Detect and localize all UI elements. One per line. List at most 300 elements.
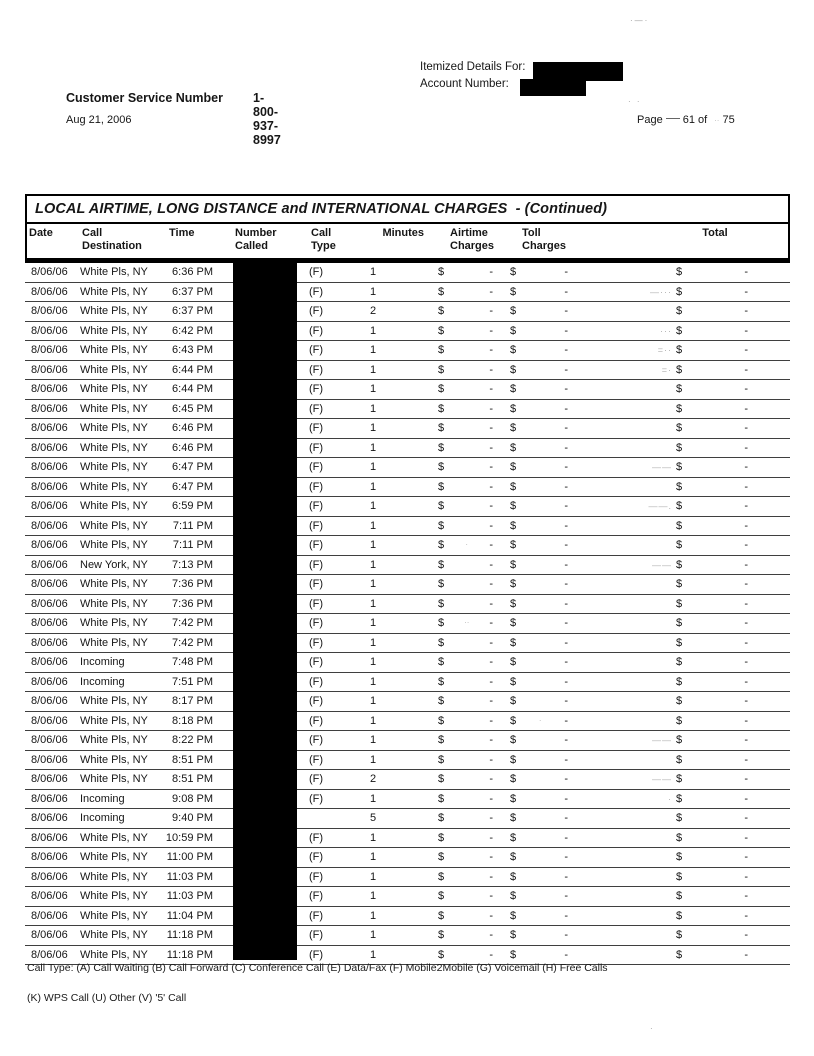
page-word: Page bbox=[637, 114, 663, 126]
table-row bbox=[25, 673, 790, 693]
cell-call-type: (F) bbox=[309, 617, 324, 630]
account-number-label: Account Number: bbox=[420, 78, 509, 90]
cell-date: 8/06/06 bbox=[31, 383, 68, 396]
cell-date: 8/06/06 bbox=[31, 714, 68, 727]
cell-airtime-charges: $ - bbox=[438, 324, 493, 337]
scan-artifact: · · bbox=[628, 97, 642, 106]
cell-date: 8/06/06 bbox=[31, 305, 68, 318]
cell-airtime-charges: $ - bbox=[438, 636, 493, 649]
cell-date: 8/06/06 bbox=[31, 558, 68, 571]
scan-artifact bbox=[570, 419, 676, 437]
table-row bbox=[25, 692, 790, 712]
cell-time: 6:44 PM bbox=[172, 383, 213, 396]
cell-airtime-charges: $ - bbox=[438, 480, 493, 493]
cell-call-type: (F) bbox=[309, 402, 324, 415]
table-row bbox=[25, 595, 790, 615]
cell-toll-charges: $ - bbox=[510, 305, 568, 318]
cell-call-type: (F) bbox=[309, 500, 324, 513]
cell-minutes: 1 bbox=[369, 539, 377, 552]
cell-call-destination: White Pls, NY bbox=[80, 714, 148, 727]
scan-artifact bbox=[570, 614, 676, 632]
cell-minutes: 1 bbox=[369, 402, 377, 415]
cell-time: 6:47 PM bbox=[172, 480, 213, 493]
cell-call-destination: White Pls, NY bbox=[80, 909, 148, 922]
cell-toll-charges: $ - bbox=[510, 734, 568, 747]
cell-total: $ - bbox=[676, 695, 748, 708]
cell-total: $ - bbox=[676, 812, 748, 825]
column-header-date: Date bbox=[29, 227, 53, 239]
table-row bbox=[25, 536, 790, 556]
table-row bbox=[25, 439, 790, 459]
cell-total: $ - bbox=[676, 792, 748, 805]
cell-minutes: 1 bbox=[369, 422, 377, 435]
cell-minutes: 1 bbox=[369, 851, 377, 864]
scan-artifact bbox=[570, 868, 676, 886]
cell-minutes: 1 bbox=[369, 519, 377, 532]
cell-minutes: 1 bbox=[369, 714, 377, 727]
scan-artifact: ·· bbox=[464, 618, 470, 628]
cell-call-destination: White Pls, NY bbox=[80, 597, 148, 610]
cell-airtime-charges: $ · - bbox=[438, 536, 495, 554]
cell-airtime-charges: $ - bbox=[438, 812, 493, 825]
table-row bbox=[25, 751, 790, 771]
cell-airtime-charges: $ - bbox=[438, 578, 493, 591]
cell-toll-charges: $ - bbox=[510, 402, 568, 415]
table-row bbox=[25, 731, 790, 751]
statement-date: Aug 21, 2006 bbox=[66, 114, 132, 126]
cell-call-destination: White Pls, NY bbox=[80, 305, 148, 318]
cell-call-type: (F) bbox=[309, 285, 324, 298]
cell-airtime-charges: $ - bbox=[438, 344, 493, 357]
cell-time: 6:59 PM bbox=[172, 500, 213, 513]
cell-toll-charges: $ - bbox=[510, 656, 568, 669]
column-header-call-type: Call Type bbox=[311, 227, 336, 252]
cell-minutes: 1 bbox=[369, 792, 377, 805]
cell-total: $ - bbox=[676, 656, 748, 669]
cell-call-type: (F) bbox=[309, 363, 324, 376]
cell-call-destination: Incoming bbox=[80, 656, 125, 669]
cell-date: 8/06/06 bbox=[31, 675, 68, 688]
cell-minutes: 1 bbox=[369, 500, 377, 513]
cell-date: 8/06/06 bbox=[31, 344, 68, 357]
cell-call-destination: Incoming bbox=[80, 792, 125, 805]
cell-date: 8/06/06 bbox=[31, 363, 68, 376]
scan-artifact: ··· bbox=[660, 325, 672, 336]
cell-call-type: (F) bbox=[309, 383, 324, 396]
cell-call-type: (F) bbox=[309, 851, 324, 864]
cell-minutes: 1 bbox=[369, 617, 377, 630]
cell-time: 11:18 PM bbox=[166, 929, 213, 942]
cell-minutes: 1 bbox=[369, 363, 377, 376]
cell-total: $ - bbox=[676, 870, 748, 883]
cell-total: $ - bbox=[676, 636, 748, 649]
cell-total: $ - bbox=[676, 344, 748, 357]
cell-call-type: (F) bbox=[309, 831, 324, 844]
column-header-call-destination: Call Destination bbox=[82, 227, 142, 252]
cell-airtime-charges: $ - bbox=[438, 929, 493, 942]
scan-artifact bbox=[570, 595, 676, 613]
cell-call-type: (F) bbox=[309, 461, 324, 474]
cell-toll-charges: $ - bbox=[510, 344, 568, 357]
cell-call-destination: White Pls, NY bbox=[80, 753, 148, 766]
cell-call-type: (F) bbox=[309, 773, 324, 786]
cell-total: $ - bbox=[676, 558, 748, 571]
table-row bbox=[25, 614, 790, 634]
cell-time: 7:42 PM bbox=[172, 617, 213, 630]
cell-call-type: (F) bbox=[309, 890, 324, 903]
cell-airtime-charges: $ - bbox=[438, 890, 493, 903]
cell-toll-charges: $ - bbox=[510, 851, 568, 864]
table-row bbox=[25, 575, 790, 595]
table-row bbox=[25, 419, 790, 439]
table-row bbox=[25, 770, 790, 790]
table-row bbox=[25, 556, 790, 576]
cell-date: 8/06/06 bbox=[31, 441, 68, 454]
cell-total: $ - bbox=[676, 441, 748, 454]
page-of: of bbox=[697, 114, 708, 126]
cell-toll-charges: $ - bbox=[510, 324, 568, 337]
cell-airtime-charges: $ - bbox=[438, 519, 493, 532]
cell-airtime-charges: $ - bbox=[438, 870, 493, 883]
cell-minutes: 1 bbox=[369, 909, 377, 922]
cell-time: 6:47 PM bbox=[172, 461, 213, 474]
cell-date: 8/06/06 bbox=[31, 870, 68, 883]
table-row bbox=[25, 653, 790, 673]
cell-total: $ - bbox=[676, 909, 748, 922]
cell-time: 10:59 PM bbox=[165, 831, 213, 844]
cell-toll-charges: $ - bbox=[510, 929, 568, 942]
cell-airtime-charges: $ - bbox=[438, 266, 493, 279]
cell-airtime-charges: $ ·· - bbox=[438, 614, 495, 632]
cell-toll-charges: $ - bbox=[510, 617, 568, 630]
cell-airtime-charges: $ - bbox=[438, 948, 493, 961]
table-row bbox=[25, 322, 790, 342]
cell-total: $ - bbox=[676, 305, 748, 318]
cell-time: 7:51 PM bbox=[172, 675, 213, 688]
table-row bbox=[25, 887, 790, 907]
table-row bbox=[25, 283, 790, 303]
cell-call-type: (F) bbox=[309, 578, 324, 591]
cell-minutes: 1 bbox=[369, 753, 377, 766]
column-header-total: Total bbox=[702, 227, 728, 239]
table-row bbox=[25, 790, 790, 810]
scan-artifact bbox=[570, 809, 676, 827]
cell-time: 8:51 PM bbox=[172, 753, 213, 766]
cell-call-destination: White Pls, NY bbox=[80, 266, 148, 279]
cell-date: 8/06/06 bbox=[31, 617, 68, 630]
cell-date: 8/06/06 bbox=[31, 831, 68, 844]
charges-table bbox=[25, 194, 790, 965]
table-title: LOCAL AIRTIME, LONG DISTANCE and INTERNATIONAL CHARGES - (Continued) bbox=[27, 196, 788, 224]
cell-minutes: 1 bbox=[369, 266, 377, 279]
cell-toll-charges: $ - bbox=[510, 285, 568, 298]
cell-toll-charges: $ - bbox=[510, 675, 568, 688]
cell-time: 6:46 PM bbox=[172, 441, 213, 454]
cell-minutes: 1 bbox=[369, 831, 377, 844]
cell-call-type: (F) bbox=[309, 305, 324, 318]
cell-total: $ - bbox=[676, 480, 748, 493]
cell-call-destination: White Pls, NY bbox=[80, 402, 148, 415]
scan-artifact bbox=[570, 829, 676, 847]
cell-time: 6:37 PM bbox=[172, 305, 213, 318]
cell-call-type: (F) bbox=[309, 929, 324, 942]
cell-toll-charges: $ - bbox=[510, 597, 568, 610]
cell-date: 8/06/06 bbox=[31, 402, 68, 415]
cell-toll-charges: $ - bbox=[510, 539, 568, 552]
table-row bbox=[25, 380, 790, 400]
cell-call-destination: White Pls, NY bbox=[80, 441, 148, 454]
cell-date: 8/06/06 bbox=[31, 851, 68, 864]
cell-time: 7:11 PM bbox=[172, 539, 213, 552]
cell-call-destination: White Pls, NY bbox=[80, 539, 148, 552]
scan-artifact bbox=[570, 751, 676, 769]
cell-total: $ - bbox=[676, 948, 748, 961]
cell-time: 11:18 PM bbox=[166, 948, 213, 961]
cell-toll-charges: $ - bbox=[510, 441, 568, 454]
cell-call-destination: New York, NY bbox=[80, 558, 148, 571]
cell-minutes: 1 bbox=[369, 870, 377, 883]
cell-total: $ - bbox=[676, 734, 748, 747]
cell-call-type: (F) bbox=[309, 909, 324, 922]
table-row bbox=[25, 848, 790, 868]
page-indicator bbox=[637, 114, 738, 126]
cell-call-type: (F) bbox=[309, 344, 324, 357]
table-header-row bbox=[27, 224, 788, 261]
cell-time: 7:48 PM bbox=[172, 656, 213, 669]
cell-minutes: 1 bbox=[369, 656, 377, 669]
itemized-details-label: Itemized Details For: bbox=[420, 61, 526, 73]
cell-date: 8/06/06 bbox=[31, 948, 68, 961]
column-header-airtime-charges: Airtime Charges bbox=[450, 227, 495, 252]
cell-time: 7:13 PM bbox=[172, 558, 213, 571]
cell-airtime-charges: $ - bbox=[438, 714, 493, 727]
cell-date: 8/06/06 bbox=[31, 597, 68, 610]
cell-total: $ - bbox=[676, 422, 748, 435]
column-header-minutes: Minutes bbox=[382, 227, 424, 239]
cell-call-destination: White Pls, NY bbox=[80, 636, 148, 649]
cell-toll-charges: $ - bbox=[510, 578, 568, 591]
cell-date: 8/06/06 bbox=[31, 929, 68, 942]
cell-toll-charges: $ · - bbox=[510, 712, 570, 730]
cell-total: $ - bbox=[676, 773, 748, 786]
cell-date: 8/06/06 bbox=[31, 266, 68, 279]
table-body bbox=[25, 263, 790, 965]
cell-minutes: 1 bbox=[369, 441, 377, 454]
cell-minutes: 1 bbox=[369, 344, 377, 357]
cell-minutes: 1 bbox=[369, 948, 377, 961]
cell-minutes: 1 bbox=[369, 324, 377, 337]
scan-artifact: =· bbox=[661, 364, 672, 375]
cell-date: 8/06/06 bbox=[31, 636, 68, 649]
cell-airtime-charges: $ - bbox=[438, 461, 493, 474]
cell-toll-charges: $ - bbox=[510, 558, 568, 571]
cell-time: 6:45 PM bbox=[172, 402, 213, 415]
cell-time: 7:42 PM bbox=[172, 636, 213, 649]
cell-airtime-charges: $ - bbox=[438, 753, 493, 766]
cell-call-destination: White Pls, NY bbox=[80, 870, 148, 883]
cell-call-destination: White Pls, NY bbox=[80, 363, 148, 376]
scan-artifact bbox=[570, 263, 676, 281]
cell-airtime-charges: $ - bbox=[438, 500, 493, 513]
cell-date: 8/06/06 bbox=[31, 285, 68, 298]
cell-total: $ - bbox=[676, 402, 748, 415]
cell-toll-charges: $ - bbox=[510, 890, 568, 903]
cell-date: 8/06/06 bbox=[31, 792, 68, 805]
cell-minutes: 1 bbox=[369, 461, 377, 474]
cell-minutes: 1 bbox=[369, 597, 377, 610]
scan-artifact bbox=[570, 380, 676, 398]
scan-artifact bbox=[570, 848, 676, 866]
cell-call-destination: White Pls, NY bbox=[80, 324, 148, 337]
column-header-toll-charges: Toll Charges bbox=[522, 227, 567, 252]
cell-airtime-charges: $ - bbox=[438, 792, 493, 805]
cell-call-destination: White Pls, NY bbox=[80, 383, 148, 396]
cell-airtime-charges: $ - bbox=[438, 383, 493, 396]
cell-total: $ - bbox=[676, 285, 748, 298]
cell-total: $ - bbox=[676, 890, 748, 903]
cell-call-type: (F) bbox=[309, 636, 324, 649]
table-row bbox=[25, 809, 790, 829]
cell-toll-charges: $ - bbox=[510, 948, 568, 961]
cell-call-destination: White Pls, NY bbox=[80, 422, 148, 435]
cell-call-destination: Incoming bbox=[80, 812, 125, 825]
cell-call-destination: White Pls, NY bbox=[80, 461, 148, 474]
scan-artifact bbox=[570, 478, 676, 496]
scan-artifact: · bbox=[650, 1024, 655, 1033]
cell-airtime-charges: $ - bbox=[438, 773, 493, 786]
cell-call-destination: White Pls, NY bbox=[80, 500, 148, 513]
cell-call-type: (F) bbox=[309, 870, 324, 883]
cell-total: $ - bbox=[676, 363, 748, 376]
cell-airtime-charges: $ - bbox=[438, 597, 493, 610]
cell-toll-charges: $ - bbox=[510, 500, 568, 513]
page-total: 75 bbox=[722, 114, 735, 126]
cell-time: 11:03 PM bbox=[166, 890, 213, 903]
cell-total: $ - bbox=[676, 578, 748, 591]
cell-total: $ - bbox=[676, 617, 748, 630]
cell-call-type: (F) bbox=[309, 948, 324, 961]
cell-minutes: 2 bbox=[369, 305, 377, 318]
call-type-legend-line1: Call Type: (A) Call Waiting (B) Call Forward (C) Conference Call (E) Data/Fax (F) Mobile2Mobile (G) Voicemail (H) Free Calls bbox=[27, 962, 608, 974]
cell-date: 8/06/06 bbox=[31, 890, 68, 903]
scan-artifact bbox=[570, 692, 676, 710]
cell-call-destination: White Pls, NY bbox=[80, 734, 148, 747]
cell-toll-charges: $ - bbox=[510, 266, 568, 279]
cell-minutes: 5 bbox=[369, 812, 377, 825]
cell-call-destination: White Pls, NY bbox=[80, 695, 148, 708]
cell-airtime-charges: $ - bbox=[438, 734, 493, 747]
cell-call-type: (F) bbox=[309, 734, 324, 747]
table-row bbox=[25, 341, 790, 361]
cell-time: 7:11 PM bbox=[172, 519, 213, 532]
scan-artifact: · bbox=[538, 715, 542, 725]
cell-airtime-charges: $ - bbox=[438, 695, 493, 708]
table-row bbox=[25, 478, 790, 498]
cell-call-destination: White Pls, NY bbox=[80, 480, 148, 493]
cell-airtime-charges: $ - bbox=[438, 675, 493, 688]
table-row bbox=[25, 497, 790, 517]
cell-total: $ - bbox=[676, 831, 748, 844]
cell-call-destination: White Pls, NY bbox=[80, 344, 148, 357]
cell-minutes: 1 bbox=[369, 558, 377, 571]
redaction-number-called-column bbox=[233, 258, 297, 960]
cell-toll-charges: $ - bbox=[510, 519, 568, 532]
cell-date: 8/06/06 bbox=[31, 519, 68, 532]
cell-date: 8/06/06 bbox=[31, 539, 68, 552]
cell-time: 11:03 PM bbox=[166, 870, 213, 883]
cell-call-type: (F) bbox=[309, 695, 324, 708]
cell-airtime-charges: $ - bbox=[438, 402, 493, 415]
scan-artifact bbox=[570, 634, 676, 652]
scan-artifact: · bbox=[668, 793, 672, 804]
cell-toll-charges: $ - bbox=[510, 909, 568, 922]
cell-time: 8:18 PM bbox=[172, 714, 213, 727]
scan-artifact: · bbox=[465, 540, 469, 550]
cell-total: $ - bbox=[676, 500, 748, 513]
page-number: 61 bbox=[682, 114, 695, 126]
table-row bbox=[25, 302, 790, 322]
cell-total: $ - bbox=[676, 519, 748, 532]
cell-toll-charges: $ - bbox=[510, 870, 568, 883]
cell-total: $ - bbox=[676, 675, 748, 688]
scan-artifact: —— bbox=[652, 774, 672, 785]
cell-call-type: (F) bbox=[309, 519, 324, 532]
cell-time: 8:22 PM bbox=[172, 734, 213, 747]
cell-total: $ - bbox=[676, 929, 748, 942]
table-row bbox=[25, 829, 790, 849]
cell-toll-charges: $ - bbox=[510, 383, 568, 396]
cell-time: 8:17 PM bbox=[172, 695, 213, 708]
cell-call-type bbox=[297, 809, 342, 827]
scan-artifact bbox=[570, 926, 676, 944]
itemized-details-block bbox=[420, 59, 525, 93]
cell-date: 8/06/06 bbox=[31, 422, 68, 435]
cell-total: $ - bbox=[676, 539, 748, 552]
table-row bbox=[25, 361, 790, 381]
cell-date: 8/06/06 bbox=[31, 909, 68, 922]
cell-time: 6:42 PM bbox=[172, 324, 213, 337]
cell-time: 7:36 PM bbox=[172, 578, 213, 591]
cell-total: $ - bbox=[676, 266, 748, 279]
scan-artifact: —— bbox=[652, 462, 672, 473]
cell-date: 8/06/06 bbox=[31, 480, 68, 493]
cell-toll-charges: $ - bbox=[510, 695, 568, 708]
cell-call-destination: White Pls, NY bbox=[80, 929, 148, 942]
cell-time: 6:44 PM bbox=[172, 363, 213, 376]
cell-minutes: 1 bbox=[369, 383, 377, 396]
cell-minutes: 1 bbox=[369, 480, 377, 493]
cell-date: 8/06/06 bbox=[31, 773, 68, 786]
column-header-time: Time bbox=[169, 227, 195, 239]
table-row bbox=[25, 907, 790, 927]
cell-call-type: (F) bbox=[309, 324, 324, 337]
cell-call-type: (F) bbox=[309, 753, 324, 766]
cell-call-destination: White Pls, NY bbox=[80, 773, 148, 786]
scan-artifact: —— bbox=[652, 735, 672, 746]
cell-call-destination: White Pls, NY bbox=[80, 578, 148, 591]
cell-airtime-charges: $ - bbox=[438, 831, 493, 844]
cell-call-type: (F) bbox=[309, 422, 324, 435]
cell-toll-charges: $ - bbox=[510, 636, 568, 649]
cell-call-destination: White Pls, NY bbox=[80, 851, 148, 864]
cell-time: 7:36 PM bbox=[172, 597, 213, 610]
cell-date: 8/06/06 bbox=[31, 578, 68, 591]
cell-call-type: (F) bbox=[309, 597, 324, 610]
table-row bbox=[25, 926, 790, 946]
scan-artifact bbox=[570, 439, 676, 457]
table-row bbox=[25, 517, 790, 537]
cell-time: 11:00 PM bbox=[166, 851, 213, 864]
